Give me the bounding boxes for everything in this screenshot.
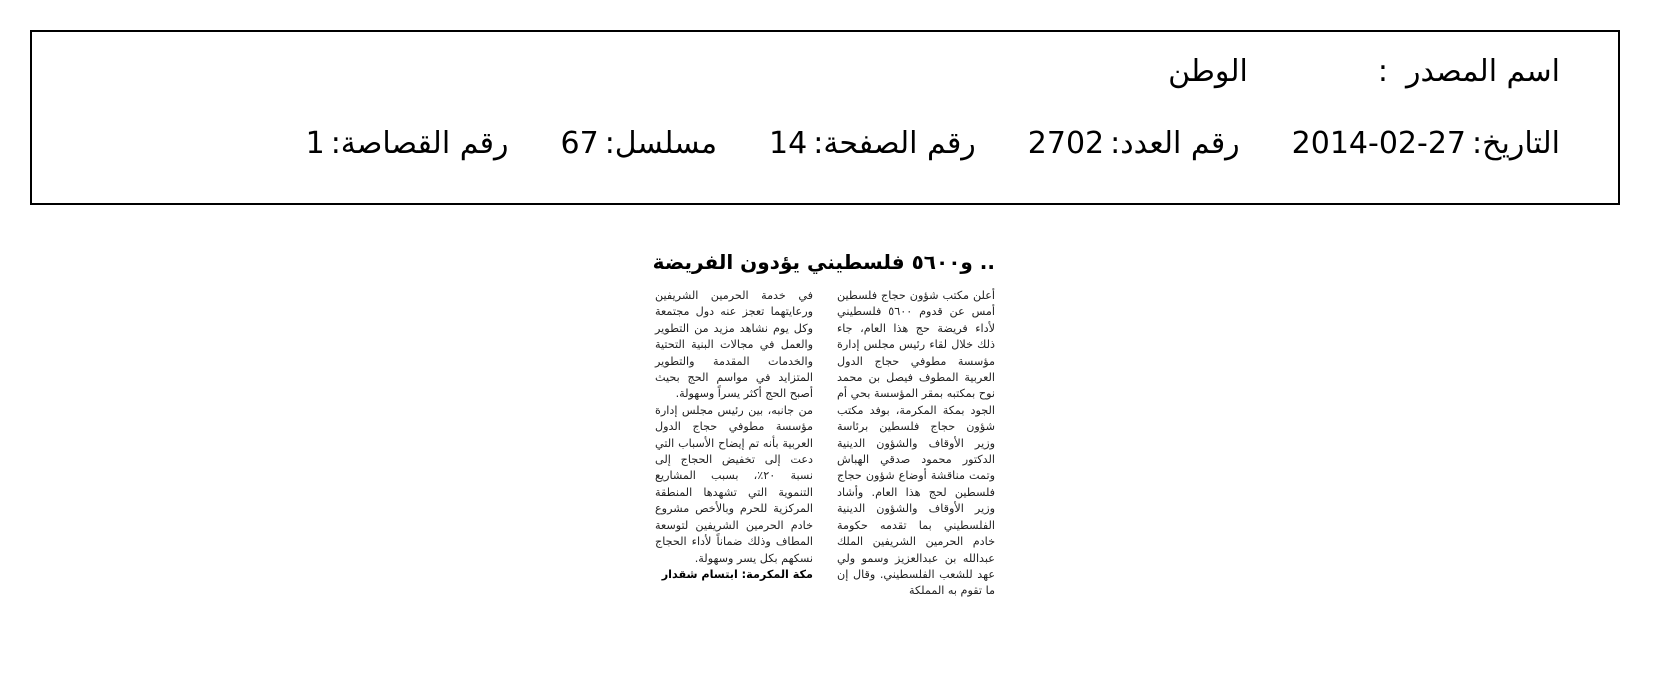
page-label: رقم الصفحة: <box>813 126 976 161</box>
newspaper-clipping <box>652 240 996 660</box>
clipping-header-box <box>30 30 1620 205</box>
page-value: 14 <box>769 126 808 161</box>
source-label: اسم المصدر <box>1405 54 1560 89</box>
source-value: الوطن <box>1168 54 1248 89</box>
date-value: 2014-02-27 <box>1291 126 1467 161</box>
source-row <box>1168 54 1560 89</box>
issue-label: رقم العدد: <box>1110 126 1240 161</box>
issue-value: 2702 <box>1027 126 1105 161</box>
article-byline: مكة المكرمة: ابتسام شقدار <box>661 567 813 581</box>
article-paragraph: أعلن مكتب شؤون حجاج فلسطين أمس عن قدوم ٥٦٠٠ فلسطيني لأداء فريضة حج هذا العام، جاء ذلك خلال لقاء رئيس مجلس إدارة مؤسسة مطوفي حجاج الدول العربية المطوف فيصل بن محمد نوح بمكتبه بمقر المؤسسة بحي أم الجود بمكة المكرمة، بوفد مكتب شؤون حجاج فلسطين برئاسة وزير الأوقاف والشؤون الدينية الدكتور محمود صدقي الهباش وتمت مناقشة أوضاع شؤون حجاج فلسطين لحج هذا العام. وأشاد وزير الأوقاف والشؤون الدينية الفلسطيني بما تقدمه حكومة خادم الحرمين الشريفين الملك عبدالله بن عبدالعزيز وسمو ولي عهد للشعب الفلسطيني. وقال إن ما تقوم به المملكة <box>837 289 996 598</box>
article-paragraph: من جانبه، بين رئيس مجلس إدارة مؤسسة مطوفي حجاج الدول العربية بأنه تم إيضاح الأسباب التي دعت إلى تخفيض الحجاج إلى نسبة ٢٠٪، بسبب المشاريع التنموية التي تشهدها المنطقة المركزية للحرم وبالأخص مشروع خادم الحرمين الشريفين لتوسعة المطاف وذلك ضماناً لأداء الحجاج نسكهم بكل يسر وسهولة. <box>655 403 813 565</box>
article-title: .. و٥٦٠٠ فلسطيني يؤدون الفريضة <box>652 250 995 274</box>
article-column-left <box>655 288 813 600</box>
article-paragraph: في خدمة الحرمين الشريفين ورعايتهما تعجز عنه دول مجتمعة وكل يوم نشاهد مزيد من التطوير والعمل في مجالات البنية التحتية والخدمات المقدمة والتطوير المتزايد في مواسم الحج بحيث أصبح الحج أكثر يسراً وسهولة. <box>655 289 813 401</box>
source-colon: : <box>1377 54 1388 89</box>
date-label: التاريخ: <box>1472 126 1560 161</box>
article-columns <box>655 288 995 600</box>
clip-label: رقم القصاصة: <box>330 126 509 161</box>
article-column-right <box>837 288 995 600</box>
clip-value: 1 <box>305 126 325 161</box>
meta-row <box>306 126 1560 161</box>
serial-label: مسلسل: <box>604 126 718 161</box>
serial-value: 67 <box>560 126 599 161</box>
